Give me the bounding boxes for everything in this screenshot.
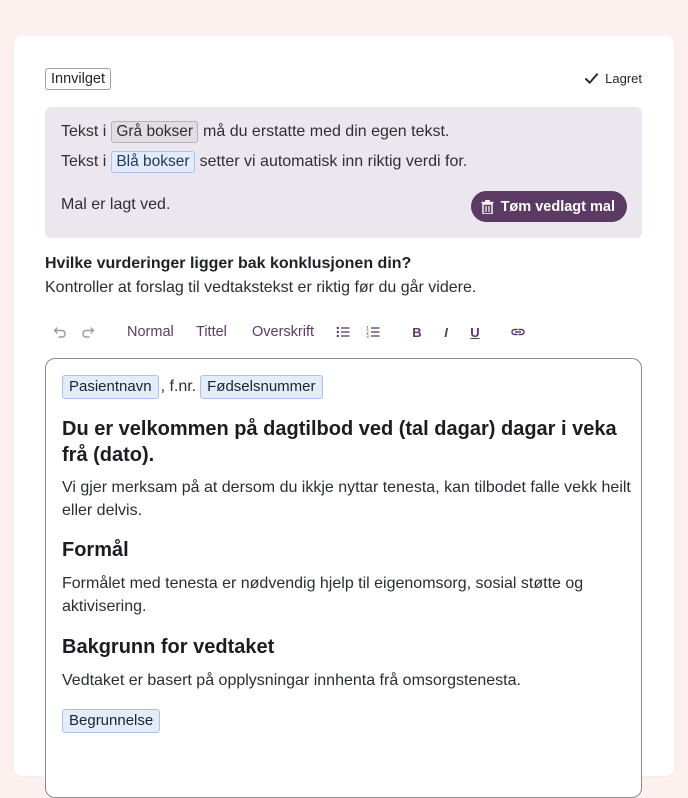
saved-label: Lagret xyxy=(605,71,642,86)
underline-button[interactable]: U xyxy=(470,324,480,340)
format-heading-button[interactable]: Overskrift xyxy=(252,324,315,340)
editor-toolbar xyxy=(45,320,642,344)
question-title: Hvilke vurderinger ligger bak konklusjonen din? xyxy=(45,255,412,272)
template-attached-text: Mal er lagt ved. xyxy=(61,196,171,213)
redo-button[interactable] xyxy=(79,320,97,344)
numbered-list-button[interactable] xyxy=(365,320,381,344)
section-purpose-title: Formål xyxy=(62,539,129,561)
template-info-box xyxy=(45,107,642,238)
link-button[interactable] xyxy=(510,320,526,344)
redo-icon xyxy=(81,325,95,339)
editor-heading: Du er velkommen på dagtilbod ved (tal dagar) dagar i veka frå (dato). xyxy=(62,418,617,466)
grey-box-example-chip: Grå bokser xyxy=(111,121,198,143)
section-background-title: Bakgrunn for vedtaket xyxy=(62,636,275,658)
svg-text:3: 3 xyxy=(366,335,369,339)
question-help-text: Kontroller at forslag til vedtakstekst er riktig før du går videre. xyxy=(45,279,477,296)
bold-button[interactable]: B xyxy=(412,324,422,340)
editor-paragraph-1: Vi gjer merksam på at dersom du ikkje nyttar tenesta, kan tilbodet falle vekk heilt eller delvis. xyxy=(62,479,631,519)
patient-line xyxy=(62,375,323,399)
format-title-button[interactable]: Tittel xyxy=(196,324,227,340)
numbered-list-icon xyxy=(366,325,380,339)
section-purpose-text: Formålet med tenesta er nødvendig hjelp til eigenomsorg, sosial støtte og aktivisering. xyxy=(62,575,584,615)
section-background-text: Vedtaket er basert på opplysningar innhenta frå omsorgstenesta. xyxy=(62,672,521,689)
bullet-list-button[interactable] xyxy=(335,320,351,344)
svg-text:2: 2 xyxy=(366,330,369,336)
reason-chip: Begrunnelse xyxy=(62,709,160,733)
vedtak-text-editor[interactable] xyxy=(45,358,642,798)
format-normal-button[interactable]: Normal xyxy=(127,324,174,340)
bullet-list-icon xyxy=(336,325,350,339)
undo-icon xyxy=(53,325,67,339)
patient-name-chip: Pasientnavn xyxy=(62,375,159,399)
italic-button[interactable]: I xyxy=(444,324,448,340)
clear-template-button[interactable] xyxy=(471,191,627,222)
saved-indicator xyxy=(584,71,642,86)
vedtak-card xyxy=(14,36,674,776)
svg-text:1: 1 xyxy=(366,326,369,332)
birth-number-chip: Fødselsnummer xyxy=(200,375,322,399)
link-icon xyxy=(511,325,525,339)
patient-separator: , f.nr. xyxy=(160,378,197,395)
reason-line xyxy=(62,709,160,733)
status-tag: Innvilget xyxy=(45,68,111,90)
trash-icon xyxy=(481,200,494,214)
blue-box-example-chip: Blå bokser xyxy=(111,151,194,173)
undo-button[interactable] xyxy=(51,320,69,344)
info-line-grey: Tekst i Grå bokser må du erstatte med din egen tekst. xyxy=(61,121,449,143)
clear-template-label: Tøm vedlagt mal xyxy=(500,198,615,215)
info-line-blue: Tekst i Blå bokser setter vi automatisk inn riktig verdi for. xyxy=(61,151,467,173)
check-icon xyxy=(584,71,599,86)
